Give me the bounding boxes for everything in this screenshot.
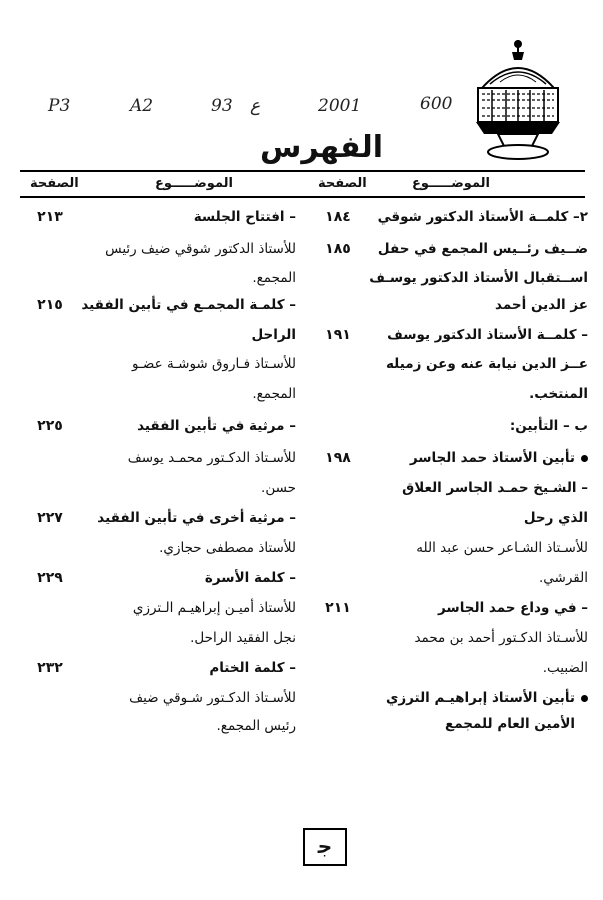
page-title: الفهرس [260,130,384,165]
bullet-icon [581,455,588,462]
header-right-topic: الموضـــــوع [412,176,491,191]
handwritten-note-5: 2001 [318,96,362,116]
toc-left-line: حسن. [261,480,296,496]
toc-right-line: للأسـتاذ الشـاعر حسن عبد الله [416,540,588,556]
page-marker-box [303,828,347,866]
emblem-logo-icon [472,38,564,163]
header-right-page: الصفحة [318,176,367,191]
toc-left-page-number: ٢١٣ [37,209,63,225]
toc-left-line: – مرثية أخرى في تأبين الفقيد [97,510,296,526]
toc-right-page-number: ١٨٤ [325,209,351,225]
toc-left-page-number: ٢٣٢ [37,660,63,676]
toc-left-line: للأسـتاذ الدكـتور شـوقي ضيف [129,690,296,706]
toc-right-page-number: ١٨٥ [325,241,351,257]
toc-left-page-number: ٢٢٩ [37,570,63,586]
toc-right-line: اســتقبال الأستاذ الدكتور يوسـف [369,270,588,286]
handwritten-note-4: ع [250,96,261,116]
toc-right-line: القرشي. [539,570,588,586]
header-top-rule [20,170,585,172]
toc-right-bullet-line [386,690,588,706]
toc-left-line: للأستاذ الدكتور شوقي ضيف رئيس [105,241,296,257]
toc-left-page-number: ٢٢٧ [37,510,63,526]
toc-left-line: للأسـتاذ الدكـتور محمـد يوسف [127,450,296,466]
header-bottom-rule [20,196,585,198]
toc-left-line: للأستاذ مصطفى حجازي. [159,540,296,556]
toc-right-line: تأبين الأستاذ إبراهيـم الترزي [386,690,575,706]
toc-right-line: الأمين العام للمجمع [444,716,575,732]
toc-left-line: المجمع. [252,270,296,286]
toc-right-page-number: ١٩٨ [325,450,351,466]
toc-left-line: – كلمـة المجمـع في تأبين الفقيد [81,297,296,313]
header-left-page: الصفحة [30,176,79,191]
handwritten-note-3: 93 [211,96,233,116]
toc-left-page-number: ٢١٥ [37,297,63,313]
toc-right-line: المنتخب. [529,386,588,402]
toc-left-line: رئيس المجمع. [216,718,296,734]
toc-right-line: للأسـتاذ الدكـتور أحمد بن محمد [414,630,588,646]
toc-right-line: – في وداع حمد الجاسر [438,600,588,616]
toc-left-line: – كلمة الختام [209,660,296,676]
toc-left-page-number: ٢٢٥ [37,418,63,434]
toc-right-line: – الشـيخ حمـد الجاسر العلاق [402,480,588,496]
toc-left-line: الراحل [251,327,296,343]
toc-right-line: – كلمــة الأستاذ الدكتور يوسف [387,327,588,343]
header-left-topic: الموضـــــوع [155,176,234,191]
handwritten-note-6: 600 [420,94,453,114]
handwritten-note-2: A2 [130,96,154,116]
toc-right-line: الضبيب. [542,660,588,676]
toc-right-line: تأبين الأستاذ حمد الجاسر [409,450,575,466]
toc-right-line: ٢– كلمــة الأستاذ الدكتور شوقي [377,209,588,225]
toc-left-line: للأستاذ أميـن إبراهيـم الـترزي [132,600,296,616]
toc-left-line: – كلمة الأسرة [204,570,296,586]
bullet-icon [581,695,588,702]
toc-right-bullet-line [410,450,588,466]
toc-left-line: – افتتاح الجلسة [193,209,296,225]
toc-left-line: للأسـتاذ فـاروق شوشـة عضـو [131,356,296,372]
toc-left-line: نجل الفقيد الراحل. [190,630,296,646]
toc-right-line: عــز الدين نيابة عنه وعن زميله [386,356,588,372]
toc-right-page-number: ٢١١ [325,600,351,616]
handwritten-note-1: P3 [48,96,71,116]
toc-right-line: الذي رحل [523,510,588,526]
toc-right-page-number: ١٩١ [325,327,351,343]
toc-left-line: – مرثية في تأبين الفقيد [137,418,296,434]
toc-right-line: عز الدين أحمد [495,297,588,313]
toc-right-line: ضــيف رئــيس المجمع في حفل [377,241,588,257]
toc-right-line: ب – التأبين: [509,418,588,434]
toc-left-line: المجمع. [252,386,296,402]
page-marker: ﺟ [317,834,333,858]
